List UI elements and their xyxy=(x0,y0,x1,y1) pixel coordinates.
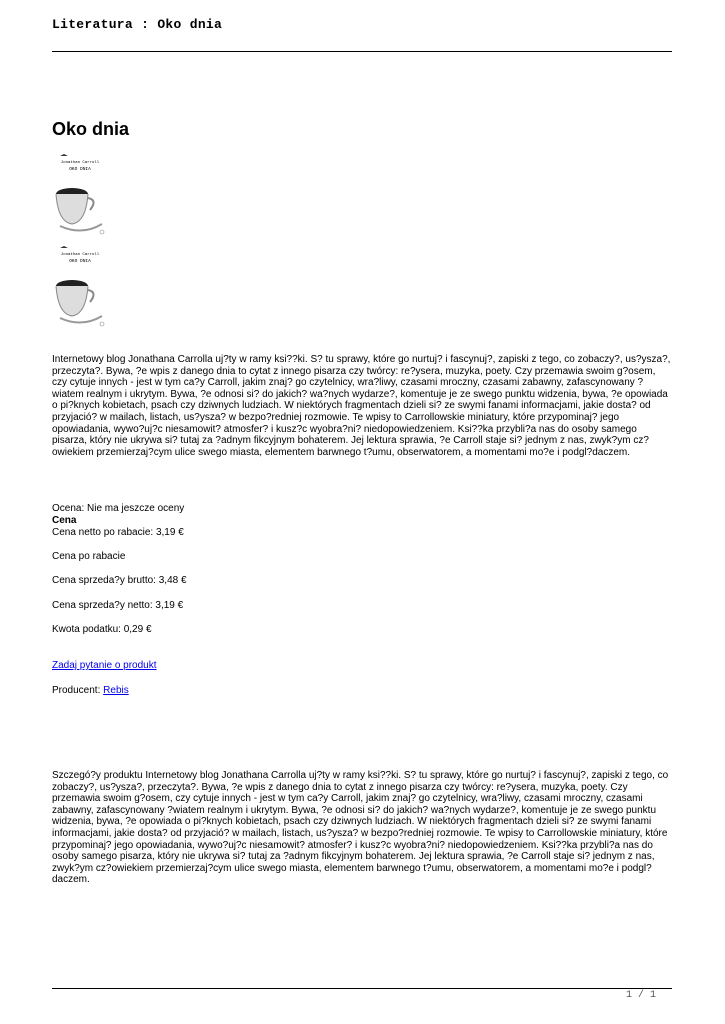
rating-text: Ocena: Nie ma jeszcze oceny xyxy=(52,503,185,514)
book-cover-image[interactable] xyxy=(52,152,108,238)
cover-author: Jonathan Carroll xyxy=(60,253,100,257)
header-divider xyxy=(52,51,672,52)
producer-label: Producent: xyxy=(52,685,101,696)
net-sale-price: Cena sprzeda?y netto: 3,19 € xyxy=(52,600,184,611)
page-number: 1 / 1 xyxy=(626,990,657,1001)
document-header: Literatura : Oko dnia xyxy=(52,17,223,32)
after-discount: Cena po rabacie xyxy=(52,551,126,562)
producer-row xyxy=(52,685,129,696)
product-description: Internetowy blog Jonathana Carrolla uj?ty w ramy ksi??ki. S? tu sprawy, które go nurtuj? i fascynuj?, zapiski z tego, co zobaczy?, us?ysza?, przeczyta?. Bywa, ?e wpis z danego dnia to cytat z innego pisarza czy twórcy: re?ysera, muzyka, poety. Czy przemawia swoim g?osem, czy cytuje innych - jest w tym ca?y Carroll, jakim znaj? go czytelnicy, wra?liwy, czasami mroczny, czasami zabawny, zafascynowany ?wiatem realnym i ukrytym. Bywa, ?e odnosi si? do jakich? wa?nych wydarze?, komentuje je ze swego punktu widzenia, bywa, ?e opowiada o pi?knych kobietach, psach czy dziwnych ludziach. W niektórych fragmentach dzieli si? ze swymi fanami informacjami, jakie dosta? od przyjació? w mailach, listach, us?ysza? w bezpo?redniej rozmowie. Te wpisy to Carrollowskie miniatury, które przypominaj? jego opowiadania, wywo?uj?c niesamowit? atmosfer? i kusz?c wyobra?ni? niedopowiedzeniem. Ksi??ka przybli?a nas do osoby samego pisarza, który nie ukrywa si? tutaj za ?adnym fikcyjnym bohaterem. Jej lektura sprawia, ?e Carroll staje si? jednym z nas, zwyk?ym cz?owiekiem przemierzaj?cym ulice swego miasta, elementem barwnego t?umu, obserwatorem, a momentami mo?e i podgl?daczem. xyxy=(52,354,671,458)
cover-author: Jonathan Carroll xyxy=(60,161,100,165)
net-after-discount: Cena netto po rabacie: 3,19 € xyxy=(52,527,184,538)
ask-question-row xyxy=(52,660,157,671)
footer-divider xyxy=(52,988,672,989)
gross-sale-price: Cena sprzeda?y brutto: 3,48 € xyxy=(52,575,187,586)
tax-amount: Kwota podatku: 0,29 € xyxy=(52,624,152,635)
book-cover-image[interactable] xyxy=(52,244,108,330)
cover-title: OKO DNIA xyxy=(69,167,91,172)
price-heading: Cena xyxy=(52,515,77,526)
page-title: Oko dnia xyxy=(52,119,130,139)
ask-question-link[interactable]: Zadaj pytanie o produkt xyxy=(52,660,157,671)
product-details: Szczegó?y produktu Internetowy blog Jonathana Carrolla uj?ty w ramy ksi??ki. S? tu sprawy, które go nurtuj? i fascynuj?, zapiski z tego, co zobaczy?, us?ysza?, przeczyta?. Bywa, ?e wpis z danego dnia to cytat z innego pisarza czy twórcy: re?ysera, muzyka, poety. Czy przemawia swoim g?osem, czy cytuje innych - jest w tym ca?y Carroll, jakim znaj? go czytelnicy, wra?liwy, czasami mroczny, czasami zabawny, zafascynowany ?wiatem realnym i ukrytym. Bywa, ?e odnosi si? do jakich? wa?nych wydarze?, komentuje je ze swego punktu widzenia, bywa, ?e opowiada o pi?knych kobietach, psach czy dziwnych ludziach. W niektórych fragmentach dzieli si? ze swymi fanami informacjami, jakie dosta? od przyjació? w mailach, listach, us?ysza? w bezpo?redniej rozmowie. Te wpisy to Carrollowskie miniatury, które przypominaj? jego opowiadania, wywo?uj?c niesamowit? atmosfer? i kusz?c wyobra?ni? niedopowiedzeniem. Ksi??ka przybli?a nas do osoby samego pisarza, który nie ukrywa si? tutaj za ?adnym fikcyjnym bohaterem. Jej lektura sprawia, ?e Carroll staje si? jednym z nas, zwyk?ym cz?owiekiem przemierzaj?cym ulice swego miasta, elementem barwnego t?umu, obserwatorem, a momentami mo?e i podgl?daczem. xyxy=(52,770,669,886)
cover-title: OKO DNIA xyxy=(69,259,91,264)
producer-link[interactable]: Rebis xyxy=(103,685,129,696)
